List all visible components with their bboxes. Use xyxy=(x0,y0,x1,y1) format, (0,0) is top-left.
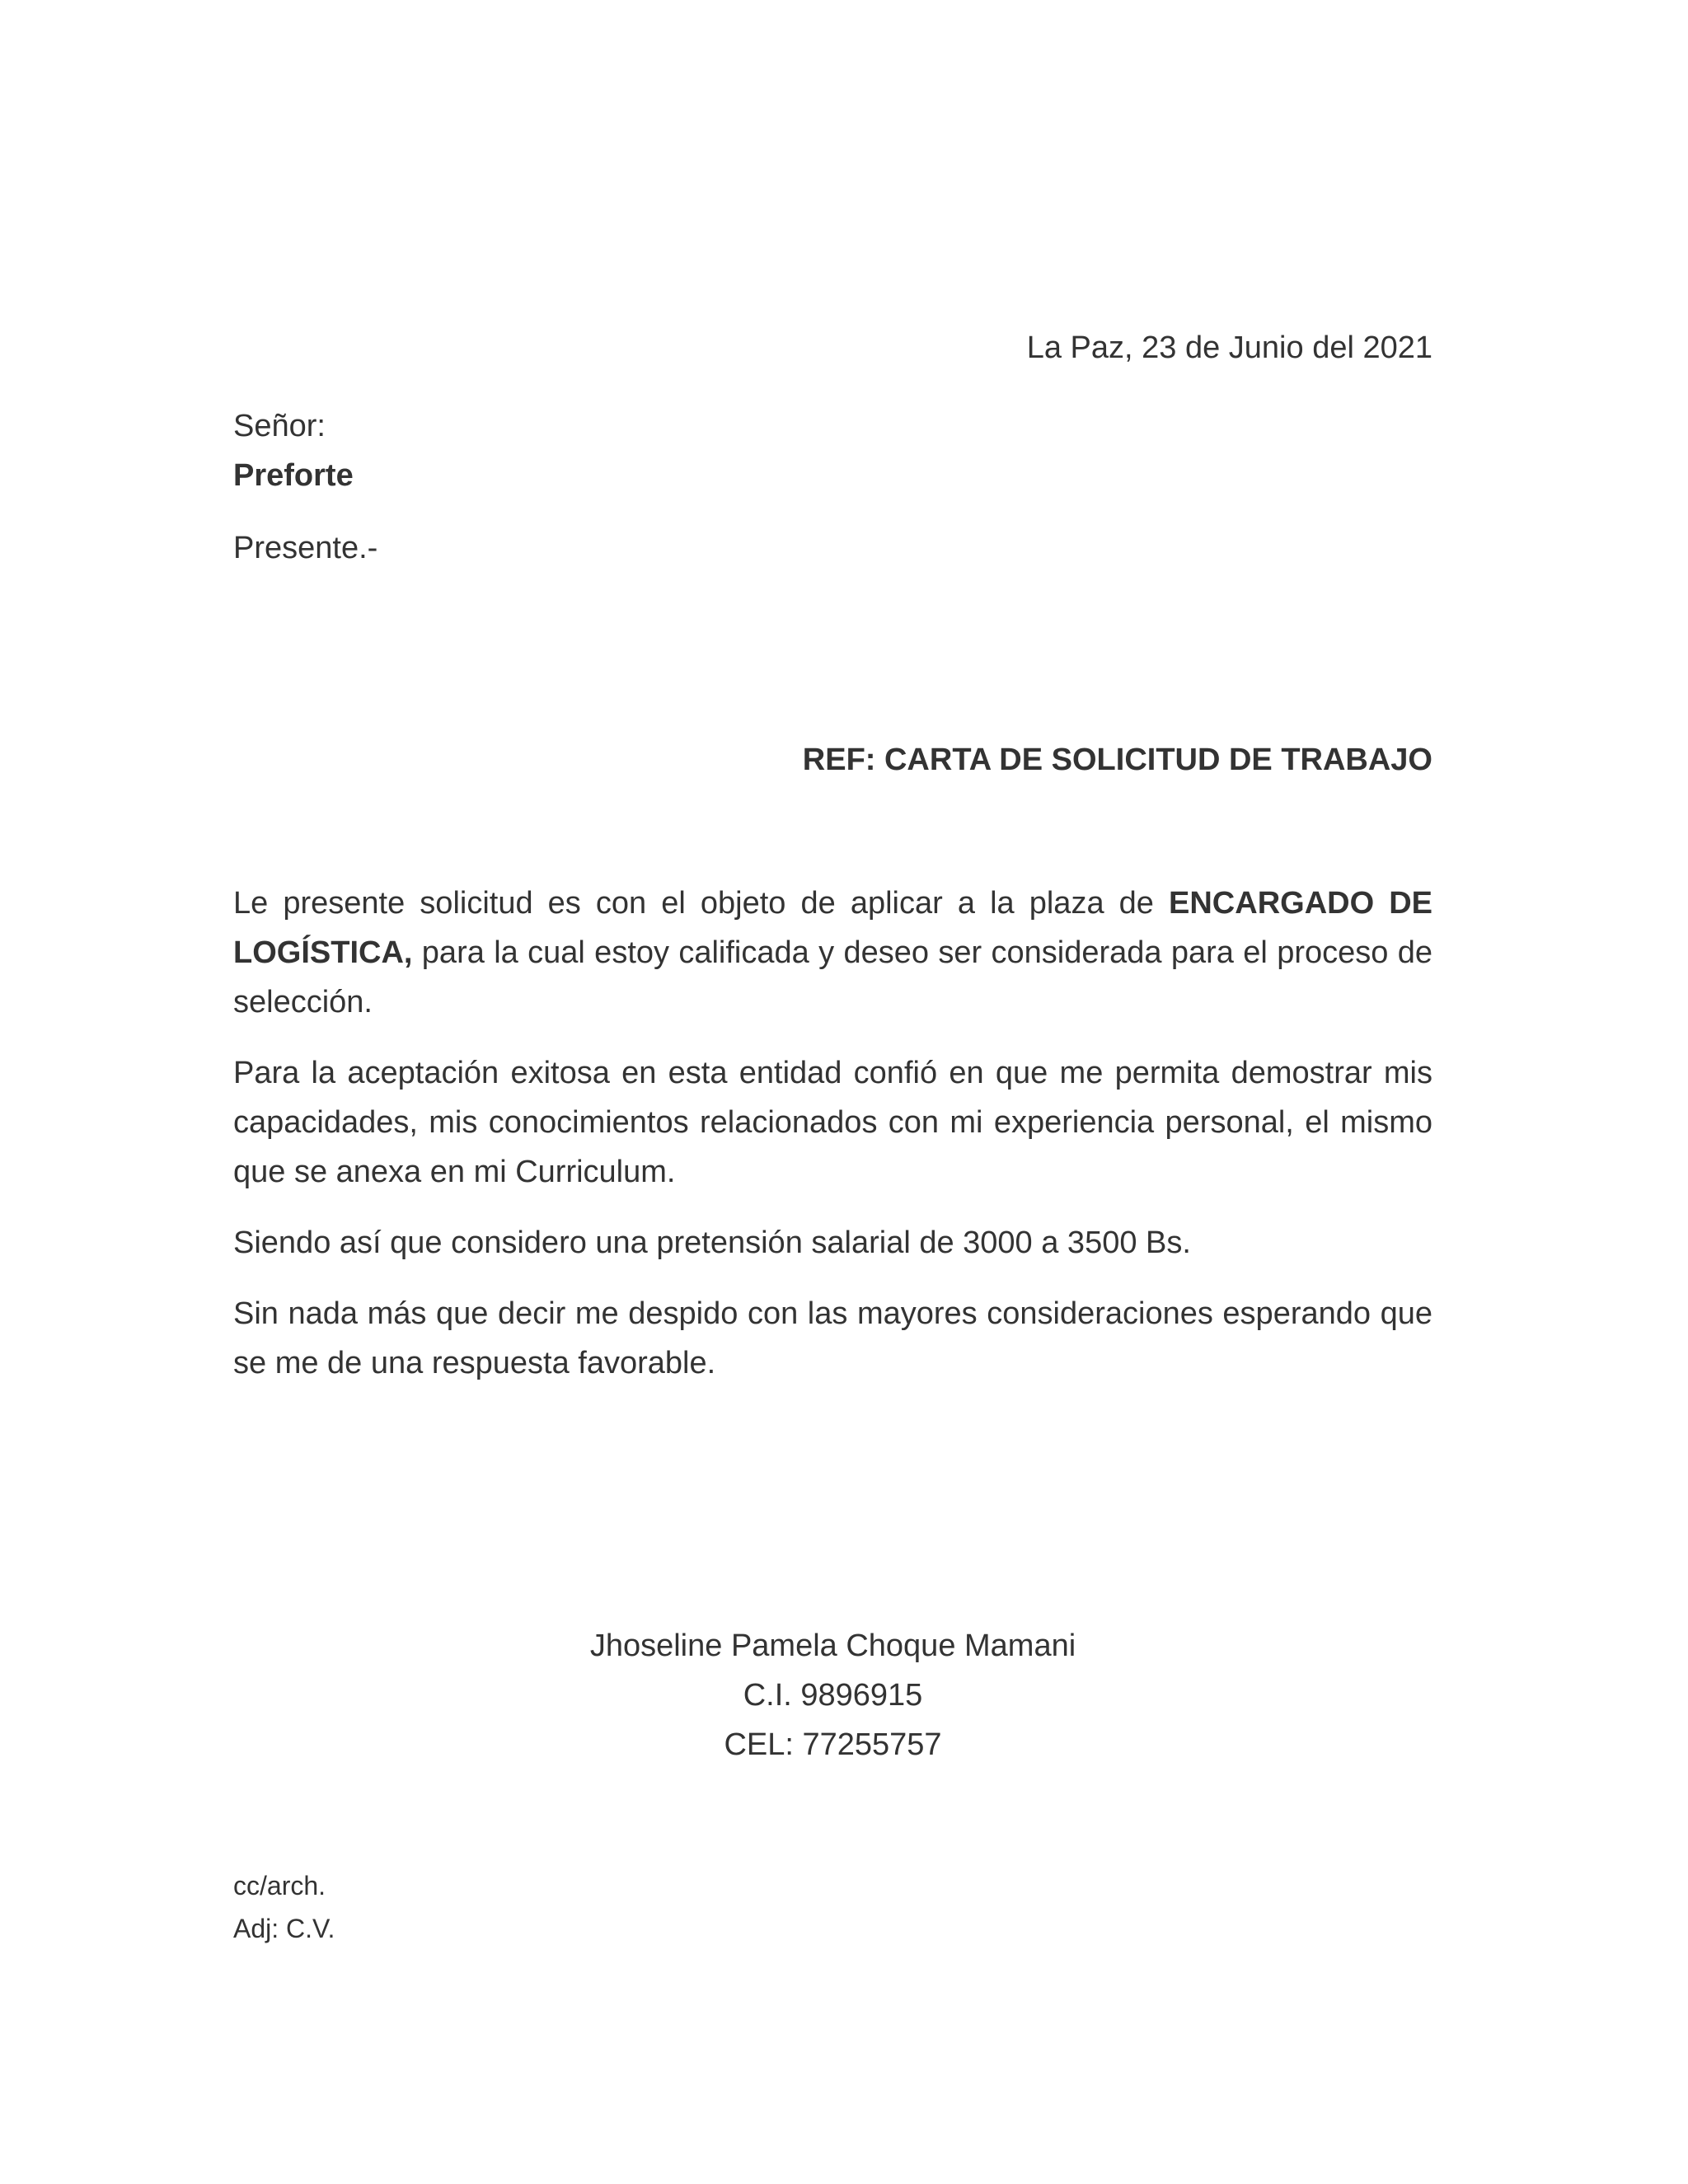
letter-body xyxy=(233,879,1432,1409)
attachment-note: Adj: C.V. xyxy=(233,1914,335,1943)
letter-date: La Paz, 23 de Junio del 2021 xyxy=(1026,330,1432,365)
footer-notes xyxy=(233,1864,335,1950)
paragraph-2: Para la aceptación exitosa en esta entidad confió en que me permita demostrar mis capacidades, mis conocimientos relacionados con mi experiencia personal, el mismo que se anexa en mi Curriculum. xyxy=(233,1056,1432,1189)
reference-line: REF: CARTA DE SOLICITUD DE TRABAJO xyxy=(802,743,1432,777)
presente-line: Presente.- xyxy=(233,531,378,565)
signer-name: Jhoseline Pamela Choque Mamani xyxy=(589,1629,1076,1663)
paragraph-4: Sin nada más que decir me despido con las mayores consideraciones esperando que se me de una respuesta favorable. xyxy=(233,1296,1432,1380)
paragraph-3: Siendo así que considero una pretensión salarial de 3000 a 3500 Bs. xyxy=(233,1226,1191,1260)
paragraph-1 xyxy=(233,879,1432,1027)
recipient-block xyxy=(233,401,354,500)
position-title: ENCARGADO DE LOGÍSTICA, xyxy=(233,886,1432,970)
signer-ci: C.I. 9896915 xyxy=(743,1678,923,1713)
salutation: Señor: xyxy=(233,409,326,443)
recipient-name: Preforte xyxy=(233,458,354,493)
signer-phone: CEL: 77255757 xyxy=(724,1727,942,1762)
cc-note: cc/arch. xyxy=(233,1871,326,1900)
paragraph-1-start: Le presente solicitud es con el objeto de aplicar a la plaza de xyxy=(233,886,1170,921)
paragraph-1-end: para la cual estoy calificada y deseo ser considerada para el proceso de selección. xyxy=(233,935,1432,1019)
signature-block xyxy=(233,1621,1432,1769)
